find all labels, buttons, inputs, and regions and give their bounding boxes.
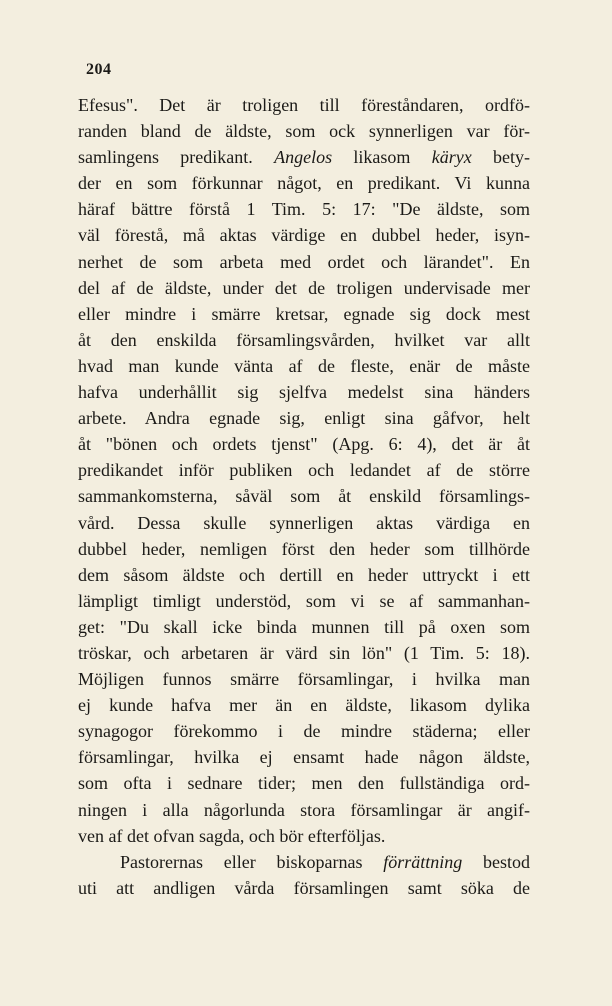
- text-run: dem såsom äldste och dertill en heder uttryckt i ett: [78, 564, 530, 585]
- text-run: predikandet inför publiken och ledandet af de större: [78, 460, 530, 481]
- text-run: vård. Dessa skulle synnerligen aktas värdiga en: [78, 512, 530, 533]
- italic-term: Angelos: [274, 147, 333, 168]
- text-run: ej kunde hafva mer än en äldste, likasom dylika: [78, 695, 530, 716]
- text-line: [78, 770, 530, 796]
- text-line: [78, 144, 530, 170]
- text-line: [78, 797, 530, 823]
- text-run: åt den enskilda församlingsvården, hvilket var allt: [78, 329, 530, 350]
- text-run: ven af det ofvan sagda, och bör efterföljas.: [78, 825, 386, 846]
- text-line: [78, 849, 530, 875]
- text-run: åt "bönen och ordets tjenst" (Apg. 6: 4), det är åt: [78, 434, 530, 455]
- text-line: [78, 457, 530, 483]
- text-run: hvad man kunde vänta af de fleste, enär de måste: [78, 355, 530, 376]
- text-line: [78, 588, 530, 614]
- text-run: väl förestå, må aktas värdige en dubbel heder, isyn-: [78, 225, 530, 246]
- text-run: samlingens predikant.: [78, 147, 275, 168]
- text-run: Möjligen funnos smärre församlingar, i hvilka man: [78, 669, 530, 690]
- text-run: församlingar, hvilka ej ensamt hade någon äldste,: [78, 747, 530, 768]
- text-line: [78, 640, 530, 666]
- text-line: [78, 249, 530, 275]
- text-line: [78, 196, 530, 222]
- text-line: [78, 222, 530, 248]
- text-line: [78, 510, 530, 536]
- text-line: [78, 353, 530, 379]
- text-line: [78, 823, 530, 849]
- text-line: [78, 275, 530, 301]
- text-line: [78, 614, 530, 640]
- text-run: synagogor förekommo i de mindre städerna; eller: [78, 721, 530, 742]
- text-line: [78, 562, 530, 588]
- text-line: [78, 666, 530, 692]
- text-run: Pastorernas eller biskoparnas: [120, 851, 384, 872]
- text-run: tröskar, och arbetaren är värd sin lön" (1 Tim. 5: 18).: [78, 642, 530, 663]
- text-line: [78, 536, 530, 562]
- italic-term: förrättning: [383, 851, 463, 872]
- text-line: [78, 301, 530, 327]
- text-run: bestod: [462, 851, 530, 872]
- text-line: [78, 327, 530, 353]
- text-run: som ofta i sednare tider; men den fullständiga ord-: [78, 773, 530, 794]
- text-line: [78, 875, 530, 901]
- text-run: Efesus". Det är troligen till föreståndaren, ordfö-: [78, 95, 530, 115]
- body-text: [78, 92, 530, 901]
- text-line: [78, 744, 530, 770]
- text-run: likasom: [332, 147, 432, 168]
- italic-term: käryx: [431, 147, 472, 168]
- text-run: nerhet de som arbeta med ordet och lärandet". En: [78, 251, 530, 272]
- text-line: [78, 379, 530, 405]
- text-line: [78, 92, 530, 118]
- text-line: [78, 118, 530, 144]
- text-run: arbete. Andra egnade sig, enligt sina gåfvor, helt: [78, 408, 530, 429]
- text-run: eller mindre i smärre kretsar, egnade sig dock mest: [78, 303, 530, 324]
- text-line: [78, 483, 530, 509]
- text-run: bety-: [471, 147, 530, 168]
- text-run: ningen i alla någorlunda stora församlingar är angif-: [78, 799, 530, 820]
- text-run: häraf bättre förstå 1 Tim. 5: 17: "De äldste, som: [78, 199, 530, 220]
- text-run: get: "Du skall icke binda munnen till på oxen som: [78, 616, 530, 637]
- text-line: [78, 718, 530, 744]
- text-run: sammankomsterna, såväl som åt enskild församlings-: [78, 486, 530, 507]
- text-run: del af de äldste, under det de troligen undervisade mer: [78, 277, 530, 298]
- text-run: der en som förkunnar något, en predikant. Vi kunna: [78, 173, 530, 194]
- text-run: dubbel heder, nemligen först den heder som tillhörde: [78, 538, 530, 559]
- text-line: [78, 170, 530, 196]
- text-run: uti att andligen vårda församlingen samt söka de: [78, 877, 530, 898]
- text-run: lämpligt timligt understöd, som vi se af sammanhan-: [78, 590, 530, 611]
- text-line: [78, 405, 530, 431]
- text-line: [78, 692, 530, 718]
- text-run: randen bland de äldste, som ock synnerligen var för-: [78, 121, 530, 142]
- text-run: hafva underhållit sig sjelfva medelst sina händers: [78, 382, 530, 403]
- page-number: 204: [86, 61, 112, 78]
- text-line: [78, 431, 530, 457]
